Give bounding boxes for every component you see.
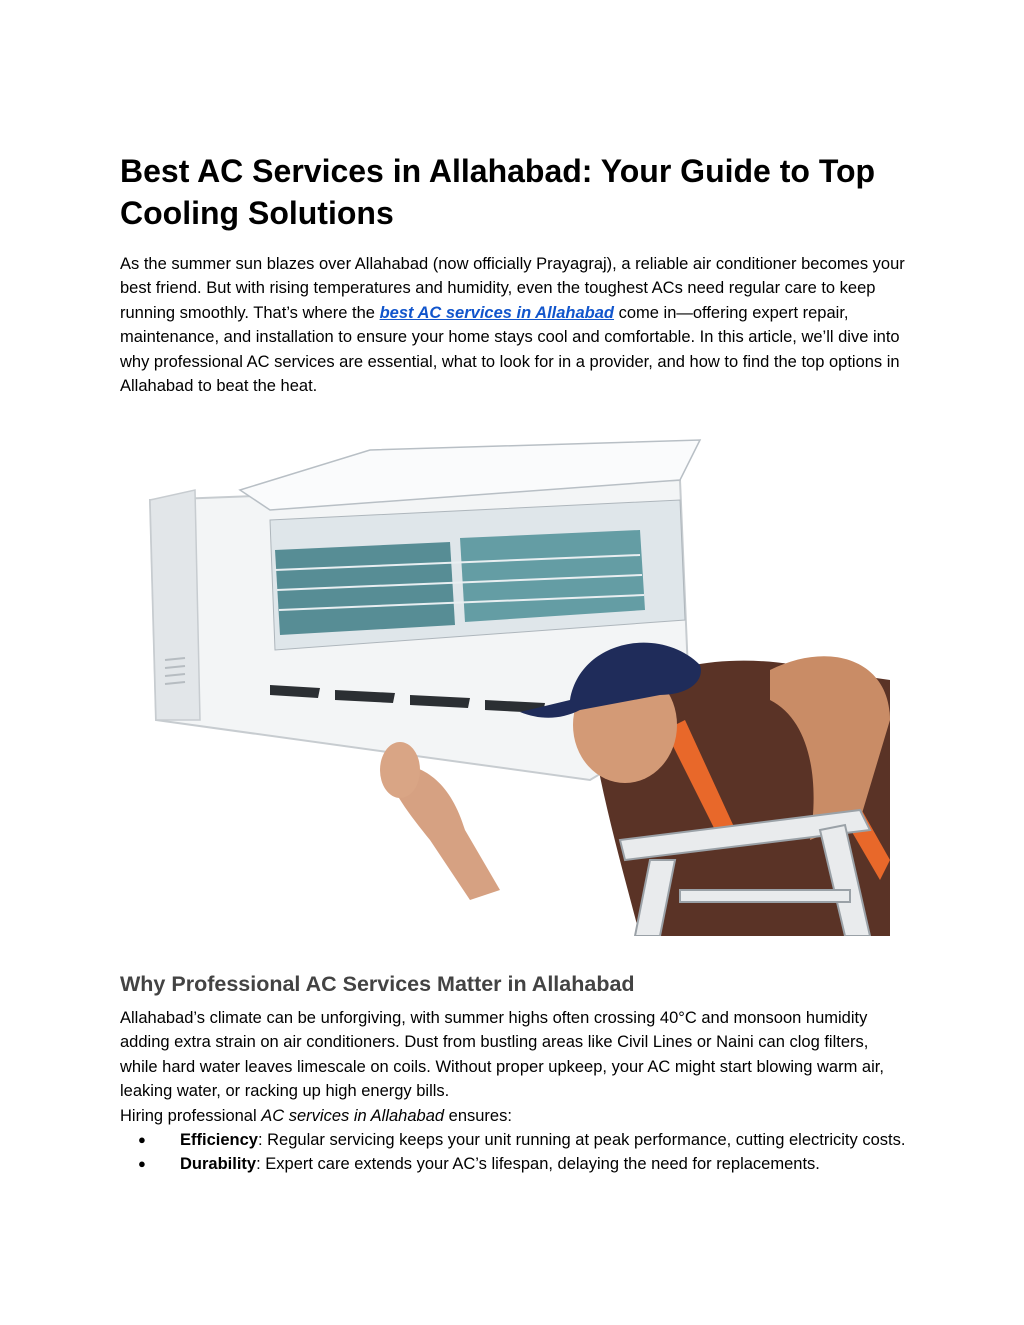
article-title: Best AC Services in Allahabad: Your Guide to Top Cooling Solutions — [120, 153, 876, 231]
benefits-lead-end: ensures: — [444, 1107, 512, 1125]
benefits-lead — [120, 1104, 910, 1128]
intro-text-start: As the summer sun blazes over Allahabad (now officially Prayagraj), a reliable air conditioner becomes your best friend. But with rising temperatures and humidity, even the toughest ACs need regular care to keep running smoothly. That’s where the — [120, 255, 905, 322]
ac-technician-photo — [120, 420, 890, 936]
benefit-term: Efficiency — [180, 1131, 258, 1149]
ac-unit-side — [150, 490, 200, 720]
section-paragraph: Allahabad’s climate can be unforgiving, with summer highs often crossing 40°C and monsoon humidity adding extra strain on air conditioners. Dust from bustling areas like Civil Lines or Naini can clog filters, while hard water leaves limescale on coils. Without proper upkeep, your AC might start blowing warm air, leaking water, or racking up high energy bills. — [120, 1009, 884, 1101]
benefit-term: Durability — [180, 1155, 257, 1174]
bullet-icon: ● — [138, 1132, 146, 1147]
benefits-lead-start: Hiring professional — [120, 1107, 262, 1125]
benefit-text: : Expert care extends your AC’s lifespan, delaying the need for replacements. — [256, 1155, 820, 1174]
best-ac-services-link[interactable]: best AC services in Allahabad — [379, 303, 615, 322]
section-heading-why-professional: Why Professional AC Services Matter in Allahabad — [120, 972, 635, 996]
intro-paragraph — [120, 252, 910, 398]
bullet-icon: ● — [138, 1156, 146, 1172]
benefits-list — [120, 1128, 910, 1177]
technician-hand — [380, 742, 420, 798]
list-item — [120, 1152, 910, 1176]
intro-text-end: come in—offering expert repair, maintenance, and installation to ensure your home stays cool and comfortable. In this article, we’ll dive into why professional AC services are essential, what to look for in a provider, and how to find the top options in Allahabad to beat the heat. — [120, 303, 900, 396]
benefit-text: : Regular servicing keeps your unit running at peak performance, cutting electricity costs. — [257, 1131, 906, 1149]
ac-technician-illustration — [120, 420, 890, 936]
benefits-lead-italic: AC services in Allahabad — [261, 1107, 445, 1125]
list-item — [120, 1128, 910, 1152]
